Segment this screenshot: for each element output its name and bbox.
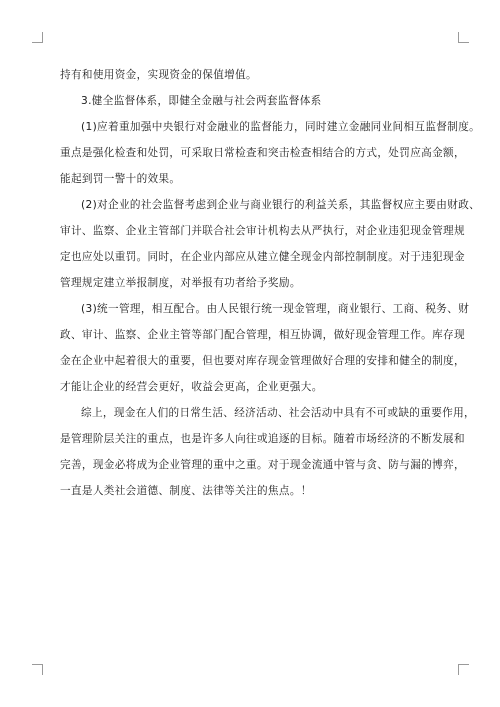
text-line: 金在企业中起着很大的重要，但也要对库存现金管理做好合理的安排和健全的制度， (60, 355, 465, 367)
text-line: 能起到罚一警十的效果。 (60, 173, 181, 185)
text-line: 政、审计、监察、企业主管等部门配合管理，相互协调，做好现金管理工作。库存现 (60, 329, 465, 341)
crop-mark-bottom-left (32, 664, 43, 675)
text-line: 才能让企业的经营会更好，收益会更高，企业更强大。 (60, 381, 323, 393)
text-line: 管理规定建立举报制度，对举报有功者给予奖励。 (60, 277, 301, 289)
crop-mark-top-right (458, 32, 469, 43)
document-body (60, 62, 481, 504)
text-line: 重点是强化检查和处罚，可采取日常检查和突击检查相结合的方式，处罚应高金额， (60, 147, 465, 159)
text-line: (2)对企业的社会监督考虑到企业与商业银行的利益关系，其监督权应主要由财政、 (81, 199, 481, 211)
text-line: 是管理阶层关注的重点，也是许多人向往或追逐的目标。随着市场经济的不断发展和 (60, 433, 465, 445)
text-line: 持有和使用资金，实现资金的保值增值。 (60, 69, 257, 81)
text-line: 综上，现金在人们的日常生活、经济活动、社会活动中具有不可或缺的重要作用， (81, 407, 475, 419)
text-line: (1)应着重加强中央银行对金融业的监督能力，同时建立金融同业间相互监督制度。 (81, 121, 481, 133)
text-line: 定也应处以重罚。同时，在企业内部应从建立健全现金内部控制制度。对于违犯现金 (60, 251, 465, 263)
section-heading: 3.健全监督体系，即健全金融与社会两套监督体系 (81, 95, 322, 107)
text-line: 一直是人类社会道德、制度、法律等关注的焦点。！ (60, 485, 312, 497)
crop-mark-bottom-right (458, 664, 469, 675)
crop-mark-top-left (32, 32, 43, 43)
text-line: (3)统一管理，相互配合。由人民银行统一现金管理，商业银行、工商、税务、财 (81, 303, 470, 315)
text-line: 审计、监察、企业主管部门并联合社会审计机构去从严执行，对企业违犯现金管理规 (60, 225, 465, 237)
text-line: 完善，现金必将成为企业管理的重中之重。对于现金流通中管与贪、防与漏的博弈， (60, 459, 465, 471)
